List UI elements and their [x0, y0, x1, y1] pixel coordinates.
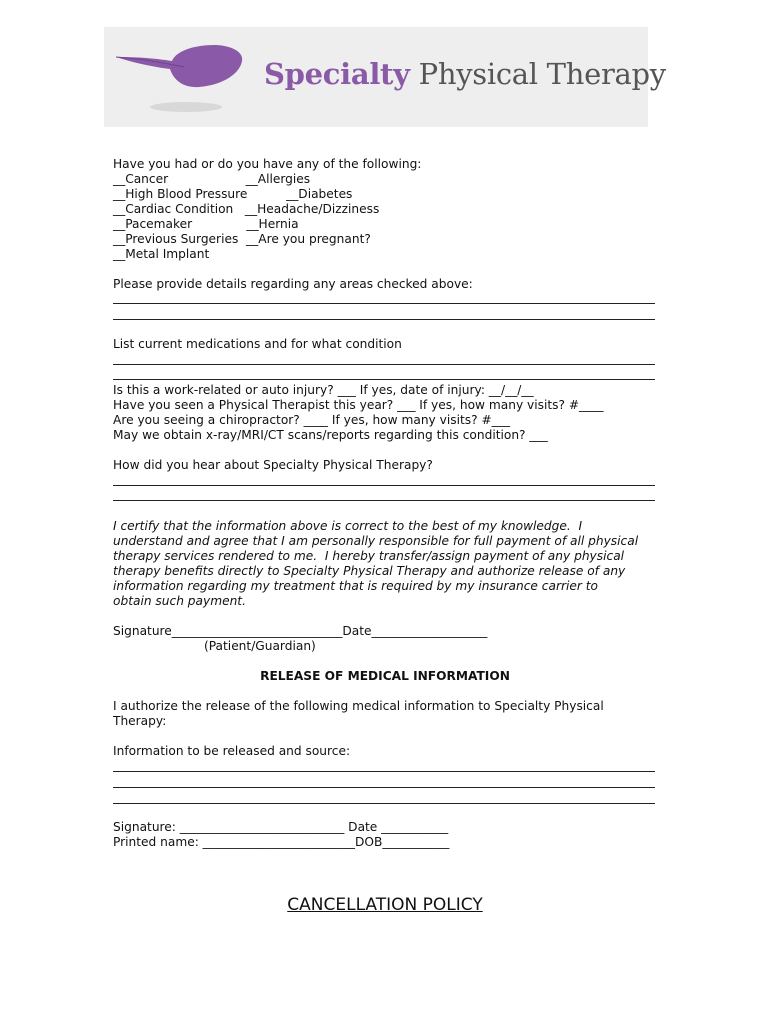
medications-answer-line[interactable]	[113, 379, 655, 380]
release-info-line[interactable]	[113, 771, 655, 772]
referral-prompt: How did you hear about Specialty Physical Therapy?	[113, 458, 433, 472]
brand-accent: Specialty	[264, 57, 410, 91]
history-question: Have you had or do you have any of the following:	[113, 157, 422, 171]
feather-logo-icon	[114, 41, 254, 116]
release-info-line[interactable]	[113, 787, 655, 788]
history-row: __Previous Surgeries __Are you pregnant?	[113, 232, 371, 246]
patient-guardian-caption: (Patient/Guardian)	[204, 639, 316, 653]
details-prompt: Please provide details regarding any areas checked above:	[113, 277, 473, 291]
referral-answer-line[interactable]	[113, 485, 655, 486]
printed-name-line[interactable]: Printed name: _________________________DOB___________	[113, 835, 450, 849]
history-row: __Metal Implant	[113, 247, 210, 261]
therapist-question[interactable]: Have you seen a Physical Therapist this year? ___ If yes, how many visits? #____	[113, 398, 604, 412]
details-answer-line[interactable]	[113, 303, 655, 304]
scans-question[interactable]: May we obtain x-ray/MRI/CT scans/reports regarding this condition? ___	[113, 428, 548, 442]
injury-question[interactable]: Is this a work-related or auto injury? ___ If yes, date of injury: __/__/__	[113, 383, 534, 397]
header-banner	[104, 27, 666, 127]
release-signature-line[interactable]: Signature: ___________________________ Date ___________	[113, 820, 449, 834]
certify-text: understand and agree that I am personally responsible for full payment of all physical	[113, 534, 639, 548]
medications-prompt: List current medications and for what condition	[113, 337, 402, 351]
certify-text: therapy services rendered to me. I hereby transfer/assign payment of any physical	[113, 549, 625, 563]
history-row: __Cancer __Allergies	[113, 172, 311, 186]
history-row: __Cardiac Condition __Headache/Dizziness	[113, 202, 380, 216]
history-row: __Pacemaker __Hernia	[113, 217, 299, 231]
certify-text: therapy benefits directly to Specialty Physical Therapy and authorize release of any	[113, 564, 626, 578]
history-row: __High Blood Pressure __Diabetes	[113, 187, 353, 201]
certify-text: information regarding my treatment that is required by my insurance carrier to	[113, 579, 598, 593]
release-info-prompt: Information to be released and source:	[113, 744, 351, 758]
release-authorize-text: Therapy:	[113, 714, 167, 728]
cancellation-policy-title: CANCELLATION POLICY	[287, 895, 483, 915]
release-info-line[interactable]	[113, 803, 655, 804]
patient-signature-line[interactable]: Signature____________________________Date___________________	[113, 624, 488, 638]
release-authorize-text: I authorize the release of the following medical information to Specialty Physical	[113, 699, 604, 713]
brand-title	[264, 57, 666, 91]
chiropractor-question[interactable]: Are you seeing a chiropractor? ____ If yes, how many visits? #___	[113, 413, 510, 427]
release-title: RELEASE OF MEDICAL INFORMATION	[260, 669, 510, 683]
certify-text: I certify that the information above is correct to the best of my knowledge. I	[113, 519, 583, 533]
certify-text: obtain such payment.	[113, 594, 246, 608]
brand-rest: Physical Therapy	[409, 57, 666, 91]
referral-answer-line[interactable]	[113, 500, 655, 501]
medications-answer-line[interactable]	[113, 364, 655, 365]
details-answer-line[interactable]	[113, 319, 655, 320]
